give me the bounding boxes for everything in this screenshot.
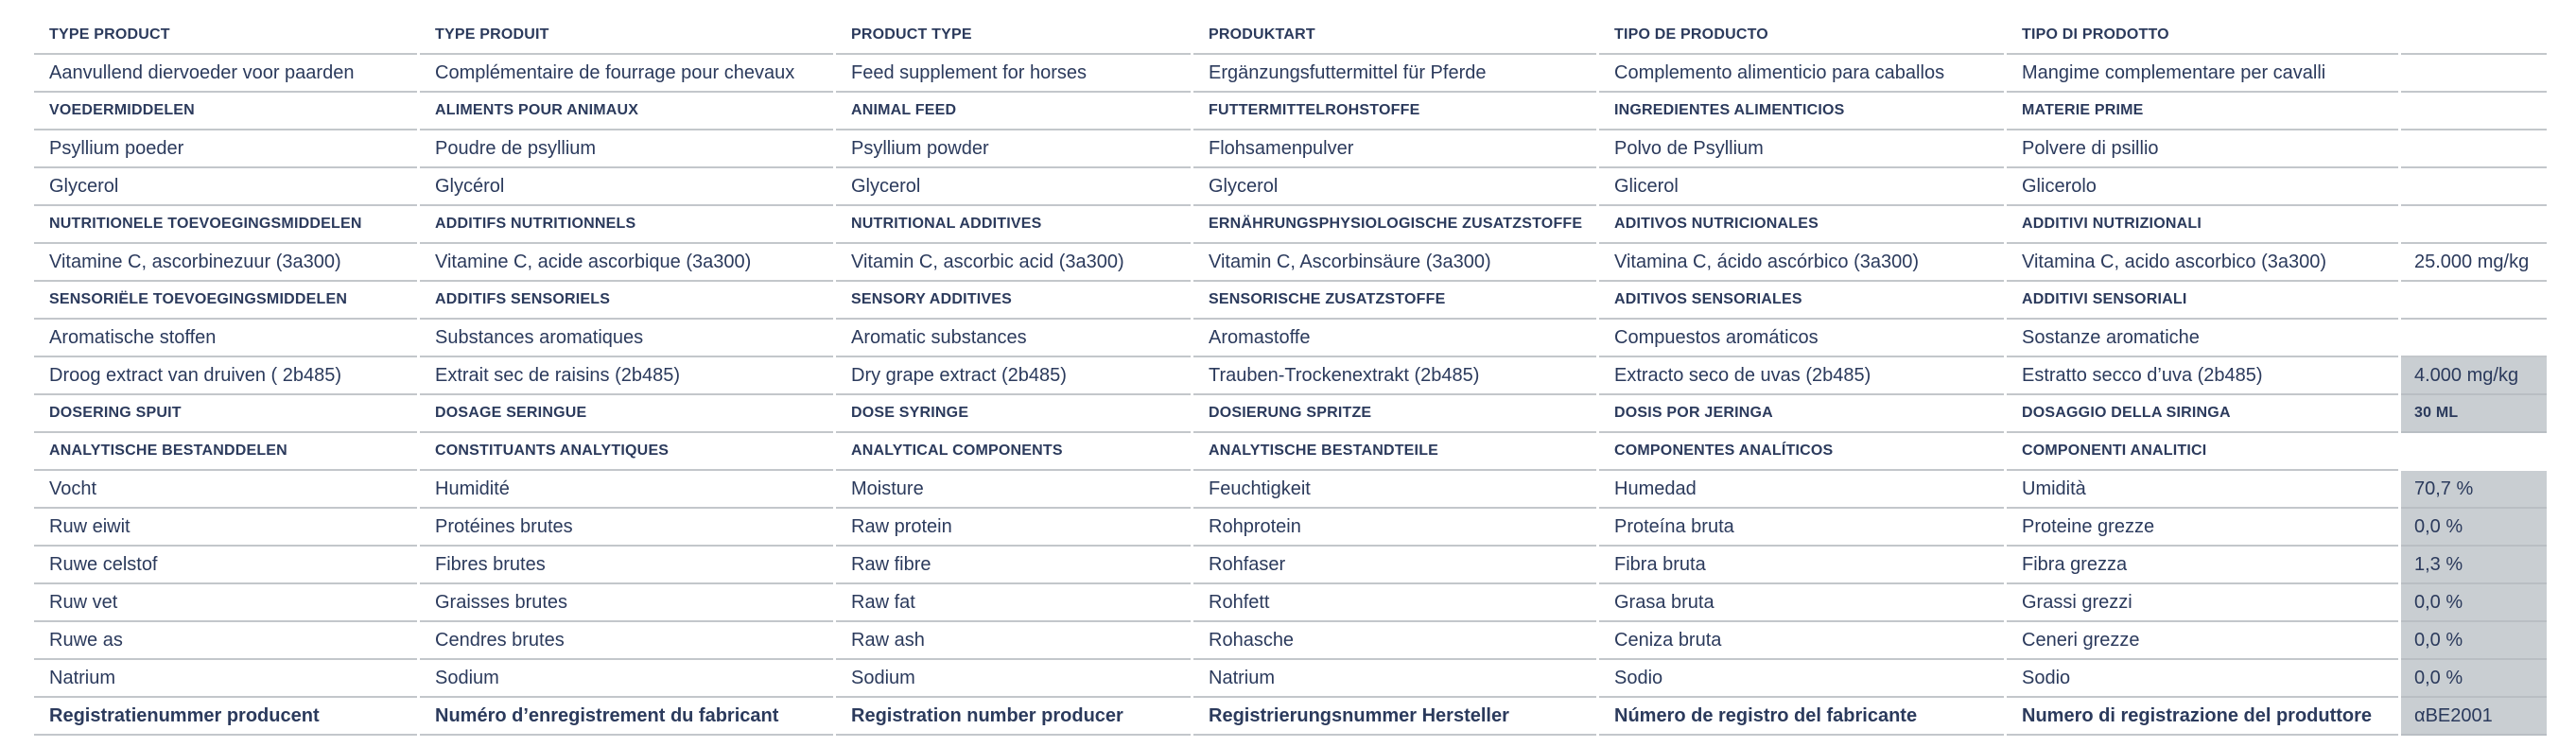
cell-en: ANALYTICAL COMPONENTS — [836, 433, 1191, 471]
value-cell — [2401, 55, 2547, 93]
cell-en: Registration number producer — [836, 698, 1191, 736]
cell-fr: CONSTITUANTS ANALYTIQUES — [420, 433, 833, 471]
cell-nl: Ruwe celstof — [34, 547, 417, 584]
cell-fr: Cendres brutes — [420, 622, 833, 660]
cell-nl: Vitamine C, ascorbinezuur (3a300) — [34, 244, 417, 282]
cell-en: PRODUCT TYPE — [836, 17, 1191, 55]
section-header-row — [34, 433, 2547, 471]
cell-it: Vitamina C, acido ascorbico (3a300) — [2007, 244, 2398, 282]
multilingual-composition-table — [31, 17, 2550, 736]
cell-it: ADDITIVI NUTRIZIONALI — [2007, 206, 2398, 244]
cell-en: NUTRITIONAL ADDITIVES — [836, 206, 1191, 244]
value-cell — [2401, 282, 2547, 320]
table-row — [34, 660, 2547, 698]
cell-fr: Humidité — [420, 471, 833, 509]
cell-de: Rohfaser — [1193, 547, 1596, 584]
cell-it: Glicerolo — [2007, 168, 2398, 206]
table-row — [34, 509, 2547, 547]
cell-es: ADITIVOS NUTRICIONALES — [1599, 206, 2004, 244]
value-cell: 25.000 mg/kg — [2401, 244, 2547, 282]
value-cell — [2401, 17, 2547, 55]
cell-nl: Vocht — [34, 471, 417, 509]
section-header-row — [34, 206, 2547, 244]
cell-it: MATERIE PRIME — [2007, 93, 2398, 130]
cell-de: DOSIERUNG SPRITZE — [1193, 395, 1596, 433]
cell-fr: Numéro d’enregistrement du fabricant — [420, 698, 833, 736]
cell-es: Complemento alimenticio para caballos — [1599, 55, 2004, 93]
cell-fr: ALIMENTS POUR ANIMAUX — [420, 93, 833, 130]
value-cell: 0,0 % — [2401, 584, 2547, 622]
cell-de: Rohfett — [1193, 584, 1596, 622]
cell-it: DOSAGGIO DELLA SIRINGA — [2007, 395, 2398, 433]
cell-es: Sodio — [1599, 660, 2004, 698]
cell-fr: Protéines brutes — [420, 509, 833, 547]
cell-de: PRODUKTART — [1193, 17, 1596, 55]
cell-es: COMPONENTES ANALÍTICOS — [1599, 433, 2004, 471]
cell-it: Sostanze aromatiche — [2007, 320, 2398, 357]
section-header-row — [34, 282, 2547, 320]
value-cell: 0,0 % — [2401, 660, 2547, 698]
table-row — [34, 168, 2547, 206]
cell-de: Natrium — [1193, 660, 1596, 698]
cell-fr: Poudre de psyllium — [420, 130, 833, 168]
value-cell — [2401, 130, 2547, 168]
cell-es: Número de registro del fabricante — [1599, 698, 2004, 736]
cell-nl: Ruw eiwit — [34, 509, 417, 547]
cell-it: Ceneri grezze — [2007, 622, 2398, 660]
cell-it: Grassi grezzi — [2007, 584, 2398, 622]
cell-es: INGREDIENTES ALIMENTICIOS — [1599, 93, 2004, 130]
cell-it: Polvere di psillio — [2007, 130, 2398, 168]
cell-fr: TYPE PRODUIT — [420, 17, 833, 55]
table-row — [34, 547, 2547, 584]
cell-es: Vitamina C, ácido ascórbico (3a300) — [1599, 244, 2004, 282]
cell-fr: Substances aromatiques — [420, 320, 833, 357]
cell-es: Compuestos aromáticos — [1599, 320, 2004, 357]
cell-en: Sodium — [836, 660, 1191, 698]
cell-it: Umidità — [2007, 471, 2398, 509]
cell-nl: Glycerol — [34, 168, 417, 206]
cell-de: Aromastoffe — [1193, 320, 1596, 357]
table-row — [34, 357, 2547, 395]
section-header-row — [34, 395, 2547, 433]
cell-fr: DOSAGE SERINGUE — [420, 395, 833, 433]
composition-table-container — [34, 17, 2529, 736]
cell-de: Vitamin C, Ascorbinsäure (3a300) — [1193, 244, 1596, 282]
value-cell: 1,3 % — [2401, 547, 2547, 584]
cell-nl: DOSERING SPUIT — [34, 395, 417, 433]
cell-de: Rohasche — [1193, 622, 1596, 660]
value-cell — [2401, 320, 2547, 357]
section-header-row — [34, 93, 2547, 130]
cell-nl: ANALYTISCHE BESTANDDELEN — [34, 433, 417, 471]
cell-en: Raw fibre — [836, 547, 1191, 584]
cell-en: Raw protein — [836, 509, 1191, 547]
cell-it: Proteine grezze — [2007, 509, 2398, 547]
cell-nl: Registratienummer producent — [34, 698, 417, 736]
cell-de: SENSORISCHE ZUSATZSTOFFE — [1193, 282, 1596, 320]
cell-it: Mangime complementare per cavalli — [2007, 55, 2398, 93]
table-row — [34, 471, 2547, 509]
cell-nl: TYPE PRODUCT — [34, 17, 417, 55]
cell-it: Fibra grezza — [2007, 547, 2398, 584]
cell-nl: Aromatische stoffen — [34, 320, 417, 357]
registration-row — [34, 698, 2547, 736]
cell-es: Fibra bruta — [1599, 547, 2004, 584]
cell-es: Glicerol — [1599, 168, 2004, 206]
value-cell — [2401, 206, 2547, 244]
cell-fr: ADDITIFS NUTRITIONNELS — [420, 206, 833, 244]
cell-en: Raw ash — [836, 622, 1191, 660]
cell-en: Moisture — [836, 471, 1191, 509]
table-row — [34, 584, 2547, 622]
table-row — [34, 622, 2547, 660]
cell-de: Registrierungsnummer Hersteller — [1193, 698, 1596, 736]
cell-nl: Natrium — [34, 660, 417, 698]
value-cell: 70,7 % — [2401, 471, 2547, 509]
value-cell — [2401, 433, 2547, 471]
cell-en: Aromatic substances — [836, 320, 1191, 357]
cell-fr: Sodium — [420, 660, 833, 698]
cell-en: Glycerol — [836, 168, 1191, 206]
cell-nl: VOEDERMIDDELEN — [34, 93, 417, 130]
cell-de: Feuchtigkeit — [1193, 471, 1596, 509]
cell-en: DOSE SYRINGE — [836, 395, 1191, 433]
cell-de: Trauben-Trockenextrakt (2b485) — [1193, 357, 1596, 395]
value-cell: αBE2001 — [2401, 698, 2547, 736]
cell-nl: SENSORIËLE TOEVOEGINGSMIDDELEN — [34, 282, 417, 320]
cell-de: Rohprotein — [1193, 509, 1596, 547]
cell-fr: Graisses brutes — [420, 584, 833, 622]
cell-en: Dry grape extract (2b485) — [836, 357, 1191, 395]
cell-de: Flohsamenpulver — [1193, 130, 1596, 168]
value-cell: 4.000 mg/kg — [2401, 357, 2547, 395]
cell-de: FUTTERMITTELROHSTOFFE — [1193, 93, 1596, 130]
cell-es: Polvo de Psyllium — [1599, 130, 2004, 168]
cell-es: TIPO DE PRODUCTO — [1599, 17, 2004, 55]
cell-nl: Ruwe as — [34, 622, 417, 660]
cell-es: Grasa bruta — [1599, 584, 2004, 622]
cell-en: Raw fat — [836, 584, 1191, 622]
cell-en: SENSORY ADDITIVES — [836, 282, 1191, 320]
cell-nl: Aanvullend diervoeder voor paarden — [34, 55, 417, 93]
value-cell: 0,0 % — [2401, 622, 2547, 660]
cell-it: COMPONENTI ANALITICI — [2007, 433, 2398, 471]
value-cell: 30 ML — [2401, 395, 2547, 433]
table-row — [34, 320, 2547, 357]
table-body — [34, 17, 2547, 736]
cell-it: TIPO DI PRODOTTO — [2007, 17, 2398, 55]
cell-es: Humedad — [1599, 471, 2004, 509]
cell-it: Estratto secco d’uva (2b485) — [2007, 357, 2398, 395]
cell-nl: Droog extract van druiven ( 2b485) — [34, 357, 417, 395]
cell-fr: Extrait sec de raisins (2b485) — [420, 357, 833, 395]
cell-it: Numero di registrazione del produttore — [2007, 698, 2398, 736]
cell-fr: Glycérol — [420, 168, 833, 206]
cell-es: Ceniza bruta — [1599, 622, 2004, 660]
cell-fr: ADDITIFS SENSORIELS — [420, 282, 833, 320]
cell-de: Ergänzungsfuttermittel für Pferde — [1193, 55, 1596, 93]
cell-es: DOSIS POR JERINGA — [1599, 395, 2004, 433]
cell-en: Psyllium powder — [836, 130, 1191, 168]
cell-fr: Complémentaire de fourrage pour chevaux — [420, 55, 833, 93]
value-cell — [2401, 168, 2547, 206]
value-cell: 0,0 % — [2401, 509, 2547, 547]
table-row — [34, 244, 2547, 282]
cell-de: ANALYTISCHE BESTANDTEILE — [1193, 433, 1596, 471]
cell-es: Proteína bruta — [1599, 509, 2004, 547]
cell-de: Glycerol — [1193, 168, 1596, 206]
cell-nl: Ruw vet — [34, 584, 417, 622]
section-header-row — [34, 17, 2547, 55]
table-row — [34, 130, 2547, 168]
cell-en: Vitamin C, ascorbic acid (3a300) — [836, 244, 1191, 282]
cell-fr: Fibres brutes — [420, 547, 833, 584]
cell-it: Sodio — [2007, 660, 2398, 698]
table-row — [34, 55, 2547, 93]
value-cell — [2401, 93, 2547, 130]
cell-en: ANIMAL FEED — [836, 93, 1191, 130]
cell-fr: Vitamine C, acide ascorbique (3a300) — [420, 244, 833, 282]
cell-es: ADITIVOS SENSORIALES — [1599, 282, 2004, 320]
cell-it: ADDITIVI SENSORIALI — [2007, 282, 2398, 320]
cell-de: ERNÄHRUNGSPHYSIOLOGISCHE ZUSATZSTOFFE — [1193, 206, 1596, 244]
cell-nl: NUTRITIONELE TOEVOEGINGSMIDDELEN — [34, 206, 417, 244]
cell-en: Feed supplement for horses — [836, 55, 1191, 93]
cell-es: Extracto seco de uvas (2b485) — [1599, 357, 2004, 395]
cell-nl: Psyllium poeder — [34, 130, 417, 168]
